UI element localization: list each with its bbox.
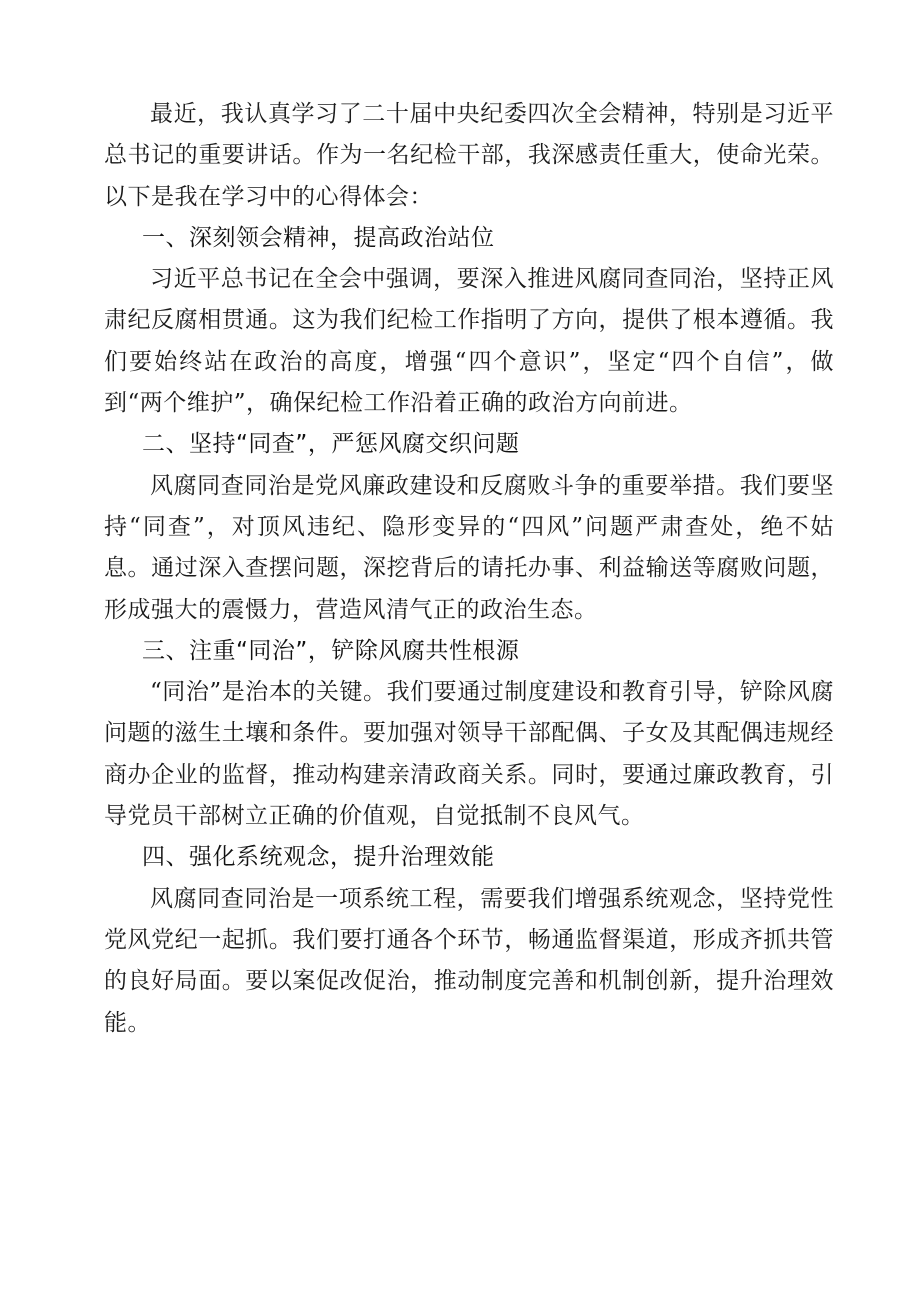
section-2-heading: 二、坚持“同查”，严惩风腐交织问题 [142, 431, 520, 458]
section-1-heading: 一、深刻领会精神，提高政治站位 [142, 224, 495, 251]
section-4-heading: 四、强化系统观念，提升治理效能 [142, 844, 495, 871]
intro-paragraph: 最近，我认真学习了二十届中央纪委四次全会精神，特别是习近平总书记的重要讲话。作为一名纪检干部，我深感责任重大，使命光荣。以下是我在学习中的心得体会： [104, 101, 834, 210]
section-4-paragraph: 风腐同查同治是一项系统工程，需要我们增强系统观念，坚持党性党风党纪一起抓。我们要打通各个环节，畅通监督渠道，形成齐抓共管的良好局面。要以案促改促治，推动制度完善和机制创新，提升治理效能。 [104, 885, 834, 1036]
section-3-paragraph: “同治”是治本的关键。我们要通过制度建设和教育引导，铲除风腐问题的滋生土壤和条件。要加强对领导干部配偶、子女及其配偶违规经商办企业的监督，推动构建亲清政商关系。同时，要通过廉政教育，引导党员干部树立正确的价值观，自觉抵制不良风气。 [104, 679, 834, 830]
section-1-paragraph: 习近平总书记在全会中强调，要深入推进风腐同查同治，坚持正风肃纪反腐相贯通。这为我们纪检工作指明了方向，提供了根本遵循。我们要始终站在政治的高度，增强“四个意识”，坚定“四个自信”，做到“两个维护”，确保纪检工作沿着正确的政治方向前进。 [104, 266, 834, 417]
section-3-heading: 三、注重“同治”，铲除风腐共性根源 [142, 637, 520, 664]
section-2-paragraph: 风腐同查同治是党风廉政建设和反腐败斗争的重要举措。我们要坚持“同查”，对顶风违纪、隐形变异的“四风”问题严肃查处，绝不姑息。通过深入查摆问题，深挖背后的请托办事、利益输送等腐败问题，形成强大的震慑力，营造风清气正的政治生态。 [104, 472, 834, 623]
document-body [104, 94, 834, 1044]
